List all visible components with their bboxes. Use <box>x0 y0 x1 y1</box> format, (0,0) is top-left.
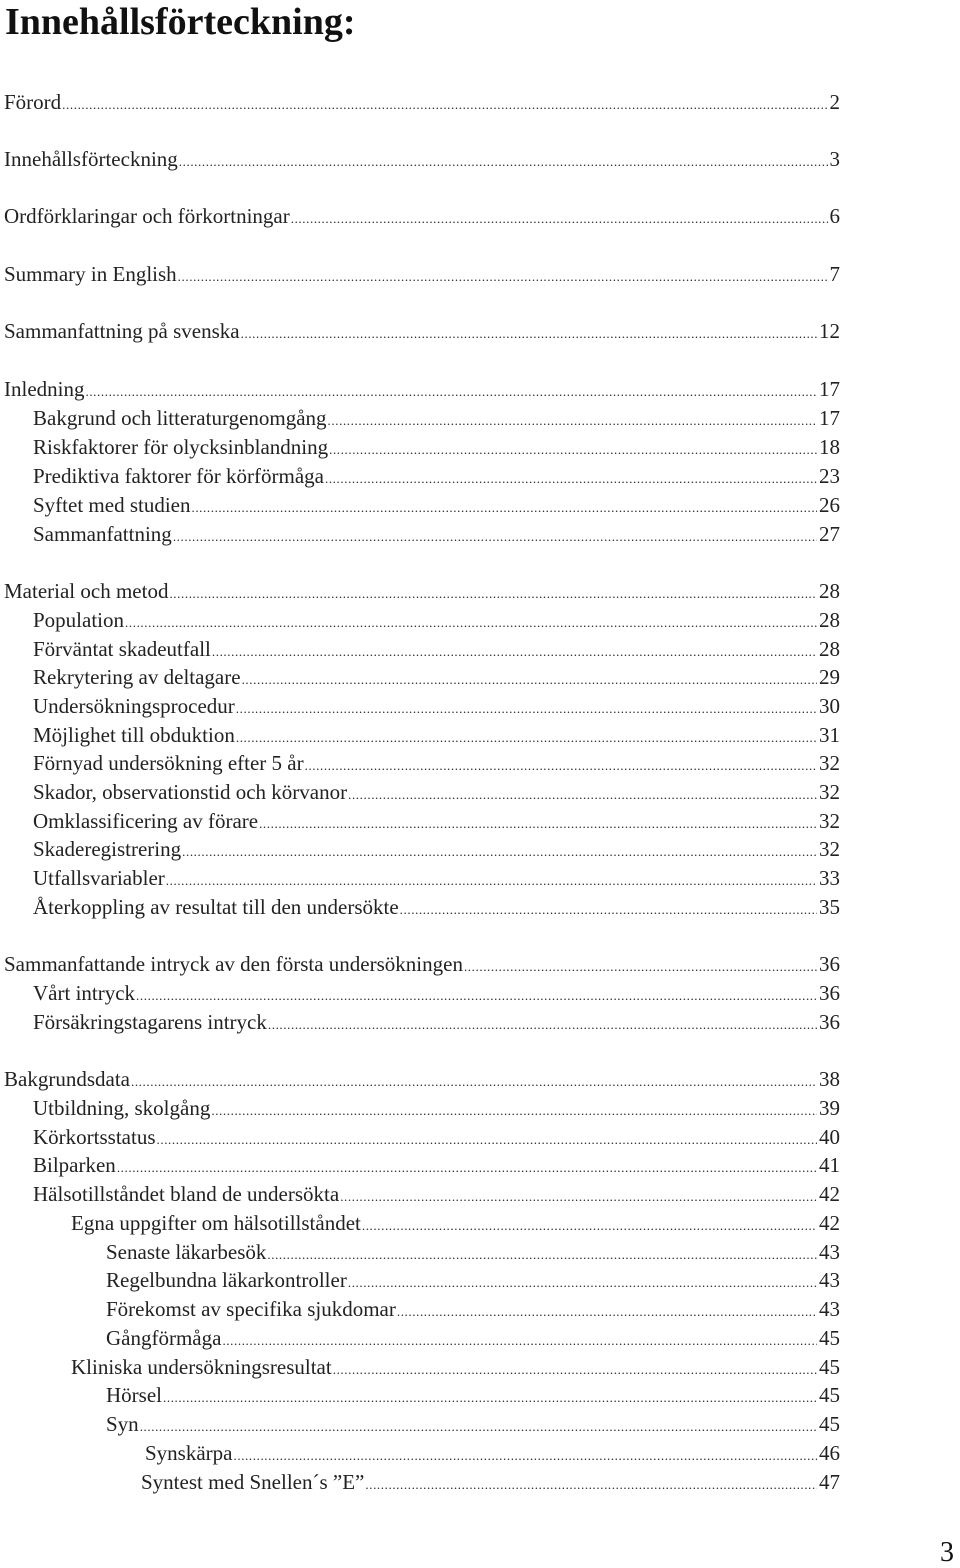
toc-entry-page: 2 <box>829 90 840 114</box>
toc-dot-leader <box>125 609 817 637</box>
toc-entry-label: Syntest med Snellen´s ”E” <box>141 1470 365 1494</box>
toc-entry-page: 3 <box>829 147 840 171</box>
toc-dot-leader <box>166 867 817 895</box>
toc-dot-leader <box>136 982 817 1010</box>
toc-entry-label: Synskärpa <box>145 1441 233 1465</box>
toc-entry-label: Förnyad undersökning efter 5 år <box>33 751 304 775</box>
toc-entry-page: 29 <box>819 665 840 689</box>
toc-entry-label: Summary in English <box>4 262 177 286</box>
toc-entry-page: 36 <box>819 981 840 1005</box>
toc-entry-page: 47 <box>819 1470 840 1494</box>
toc-entry-page: 36 <box>819 952 840 976</box>
toc-dot-leader <box>157 1126 818 1154</box>
toc-dot-leader <box>291 205 828 233</box>
toc-entry-label: Körkortsstatus <box>33 1125 156 1149</box>
toc-entry-label: Återkoppling av resultat till den undersökte <box>33 895 399 919</box>
toc-dot-leader <box>85 378 817 406</box>
page-number: 3 <box>940 1537 954 1568</box>
page-title: Innehållsförteckning: <box>5 1 356 43</box>
toc-entry <box>4 88 840 116</box>
toc-entry-page: 42 <box>819 1211 840 1235</box>
toc-entry-page: 41 <box>819 1153 840 1177</box>
toc-entry-label: Bakgrundsdata <box>4 1067 130 1091</box>
toc-entry-label: Möjlighet till obduktion <box>33 723 235 747</box>
toc-dot-leader <box>131 1068 817 1096</box>
toc-entry-label: Inledning <box>4 377 85 401</box>
toc-entry-label: Prediktiva faktorer för körförmåga <box>33 464 324 488</box>
toc-entry-page: 18 <box>819 435 840 459</box>
toc-entry <box>33 778 840 806</box>
toc-dot-leader <box>212 638 817 666</box>
toc-dot-leader <box>236 695 817 723</box>
toc-entry <box>71 1209 840 1237</box>
toc-entry-page: 33 <box>819 866 840 890</box>
toc-dot-leader <box>173 523 817 551</box>
toc-dot-leader <box>340 1183 817 1211</box>
toc-entry-label: Rekrytering av deltagare <box>33 665 241 689</box>
toc-entry-page: 35 <box>819 895 840 919</box>
toc-entry-page: 23 <box>819 464 840 488</box>
toc-dot-leader <box>348 1269 817 1297</box>
toc-entry-page: 17 <box>819 406 840 430</box>
toc-entry-page: 32 <box>819 751 840 775</box>
toc-entry <box>33 404 840 432</box>
toc-dot-leader <box>325 465 817 493</box>
toc-entry <box>106 1266 840 1294</box>
toc-entry-page: 39 <box>819 1096 840 1120</box>
toc-entry-label: Skaderegistrering <box>33 837 182 861</box>
toc-dot-leader <box>62 91 827 119</box>
toc-entry-page: 40 <box>819 1125 840 1149</box>
toc-entry-label: Hörsel <box>106 1383 162 1407</box>
toc-entry <box>33 835 840 863</box>
toc-entry-label: Förväntat skadeutfall <box>33 637 211 661</box>
toc-entry <box>4 145 840 173</box>
toc-entry <box>106 1295 840 1323</box>
toc-entry <box>33 433 840 461</box>
toc-entry-page: 28 <box>819 608 840 632</box>
toc-entry <box>4 577 840 605</box>
toc-dot-leader <box>236 724 817 752</box>
toc-entry <box>33 1151 840 1179</box>
toc-dot-leader <box>179 148 828 176</box>
toc-entry-page: 27 <box>819 522 840 546</box>
toc-entry-label: Förord <box>4 90 62 114</box>
toc-dot-leader <box>241 320 817 348</box>
toc-entry <box>4 1065 840 1093</box>
toc-dot-leader <box>117 1154 817 1182</box>
toc-entry-label: Sammanfattning på svenska <box>4 319 240 343</box>
toc-entry <box>106 1324 840 1352</box>
toc-dot-leader <box>140 1413 817 1441</box>
toc-entry <box>4 260 840 288</box>
toc-dot-leader <box>305 752 817 780</box>
toc-entry <box>33 491 840 519</box>
toc-dot-leader <box>365 1471 817 1499</box>
toc-entry-page: 6 <box>829 204 840 228</box>
toc-entry <box>33 721 840 749</box>
toc-entry-label: Senaste läkarbesök <box>106 1240 267 1264</box>
toc-entry-label: Bilparken <box>33 1153 116 1177</box>
toc-entry <box>4 375 840 403</box>
toc-dot-leader <box>464 953 817 981</box>
toc-entry <box>33 807 840 835</box>
toc-dot-leader <box>259 810 817 838</box>
toc-dot-leader <box>191 494 817 522</box>
toc-entry-page: 12 <box>819 319 840 343</box>
toc-entry-label: Gångförmåga <box>106 1326 222 1350</box>
toc-entry <box>4 950 840 978</box>
toc-entry <box>33 864 840 892</box>
toc-dot-leader <box>169 580 817 608</box>
toc-entry-page: 17 <box>819 377 840 401</box>
toc-entry-label: Skador, observationstid och körvanor <box>33 780 348 804</box>
toc-entry-page: 43 <box>819 1297 840 1321</box>
toc-entry-label: Utfallsvariabler <box>33 866 165 890</box>
toc-entry <box>33 635 840 663</box>
toc-dot-leader <box>234 1442 818 1470</box>
toc-entry <box>33 1123 840 1151</box>
toc-entry-label: Ordförklaringar och förkortningar <box>4 204 290 228</box>
toc-dot-leader <box>211 1097 817 1125</box>
toc-entry-page: 32 <box>819 837 840 861</box>
toc-dot-leader <box>329 436 817 464</box>
toc-dot-leader <box>267 1241 817 1269</box>
toc-entry <box>33 692 840 720</box>
toc-entry-page: 45 <box>819 1326 840 1350</box>
toc-entry-label: Omklassificering av förare <box>33 809 259 833</box>
toc-entry-page: 46 <box>819 1441 840 1465</box>
toc-entry <box>33 462 840 490</box>
toc-dot-leader <box>328 407 817 435</box>
toc-entry-page: 31 <box>819 723 840 747</box>
toc-entry <box>33 606 840 634</box>
toc-entry-page: 32 <box>819 780 840 804</box>
toc-entry <box>33 749 840 777</box>
toc-entry-label: Regelbundna läkarkontroller <box>106 1268 347 1292</box>
toc-entry <box>33 893 840 921</box>
toc-entry-label: Förekomst av specifika sjukdomar <box>106 1297 396 1321</box>
toc-entry-page: 45 <box>819 1412 840 1436</box>
toc-dot-leader <box>222 1327 817 1355</box>
toc-entry-label: Utbildning, skolgång <box>33 1096 211 1120</box>
toc-entry-label: Försäkringstagarens intryck <box>33 1010 267 1034</box>
toc-entry <box>33 663 840 691</box>
toc-entry-label: Sammanfattning <box>33 522 172 546</box>
toc-entry-label: Innehållsförteckning <box>4 147 178 171</box>
toc-entry-label: Sammanfattande intryck av den första undersökningen <box>4 952 463 976</box>
toc-entry-page: 28 <box>819 579 840 603</box>
toc-dot-leader <box>348 781 817 809</box>
toc-entry <box>33 1008 840 1036</box>
toc-dot-leader <box>333 1356 817 1384</box>
toc-entry-label: Material och metod <box>4 579 169 603</box>
toc-entry-label: Population <box>33 608 125 632</box>
toc-entry-label: Vårt intryck <box>33 981 136 1005</box>
toc-entry-label: Syn <box>106 1412 139 1436</box>
toc-dot-leader <box>397 1298 817 1326</box>
toc-entry-label: Undersökningsprocedur <box>33 694 235 718</box>
toc-entry-page: 7 <box>829 262 840 286</box>
toc-dot-leader <box>400 896 817 924</box>
toc-entry <box>33 1180 840 1208</box>
toc-entry <box>106 1410 840 1438</box>
toc-entry-page: 28 <box>819 637 840 661</box>
toc-entry-page: 45 <box>819 1355 840 1379</box>
toc-entry-page: 43 <box>819 1240 840 1264</box>
toc-entry <box>33 979 840 1007</box>
toc-entry <box>106 1238 840 1266</box>
toc-entry-page: 26 <box>819 493 840 517</box>
toc-entry-page: 43 <box>819 1268 840 1292</box>
toc-entry <box>33 520 840 548</box>
toc-entry-label: Syftet med studien <box>33 493 191 517</box>
toc-entry <box>33 1094 840 1122</box>
toc-entry <box>145 1439 840 1467</box>
toc-entry-page: 42 <box>819 1182 840 1206</box>
toc-entry-label: Kliniska undersökningsresultat <box>71 1355 332 1379</box>
toc-entry-label: Bakgrund och litteraturgenomgång <box>33 406 327 430</box>
toc-entry-page: 30 <box>819 694 840 718</box>
toc-entry <box>106 1381 840 1409</box>
toc-dot-leader <box>163 1384 817 1412</box>
toc-entry <box>4 202 840 230</box>
toc-dot-leader <box>242 666 817 694</box>
toc-entry-label: Hälsotillståndet bland de undersökta <box>33 1182 340 1206</box>
toc-entry <box>4 317 840 345</box>
toc-dot-leader <box>268 1011 817 1039</box>
toc-entry <box>141 1468 840 1496</box>
toc-entry-label: Riskfaktorer för olycksinblandning <box>33 435 329 459</box>
toc-dot-leader <box>362 1212 817 1240</box>
toc-entry-page: 45 <box>819 1383 840 1407</box>
toc-dot-leader <box>178 263 828 291</box>
toc-entry-label: Egna uppgifter om hälsotillståndet <box>71 1211 361 1235</box>
toc-entry-page: 36 <box>819 1010 840 1034</box>
toc-entry <box>71 1353 840 1381</box>
toc-entry-page: 38 <box>819 1067 840 1091</box>
toc-dot-leader <box>182 838 817 866</box>
toc-entry-page: 32 <box>819 809 840 833</box>
